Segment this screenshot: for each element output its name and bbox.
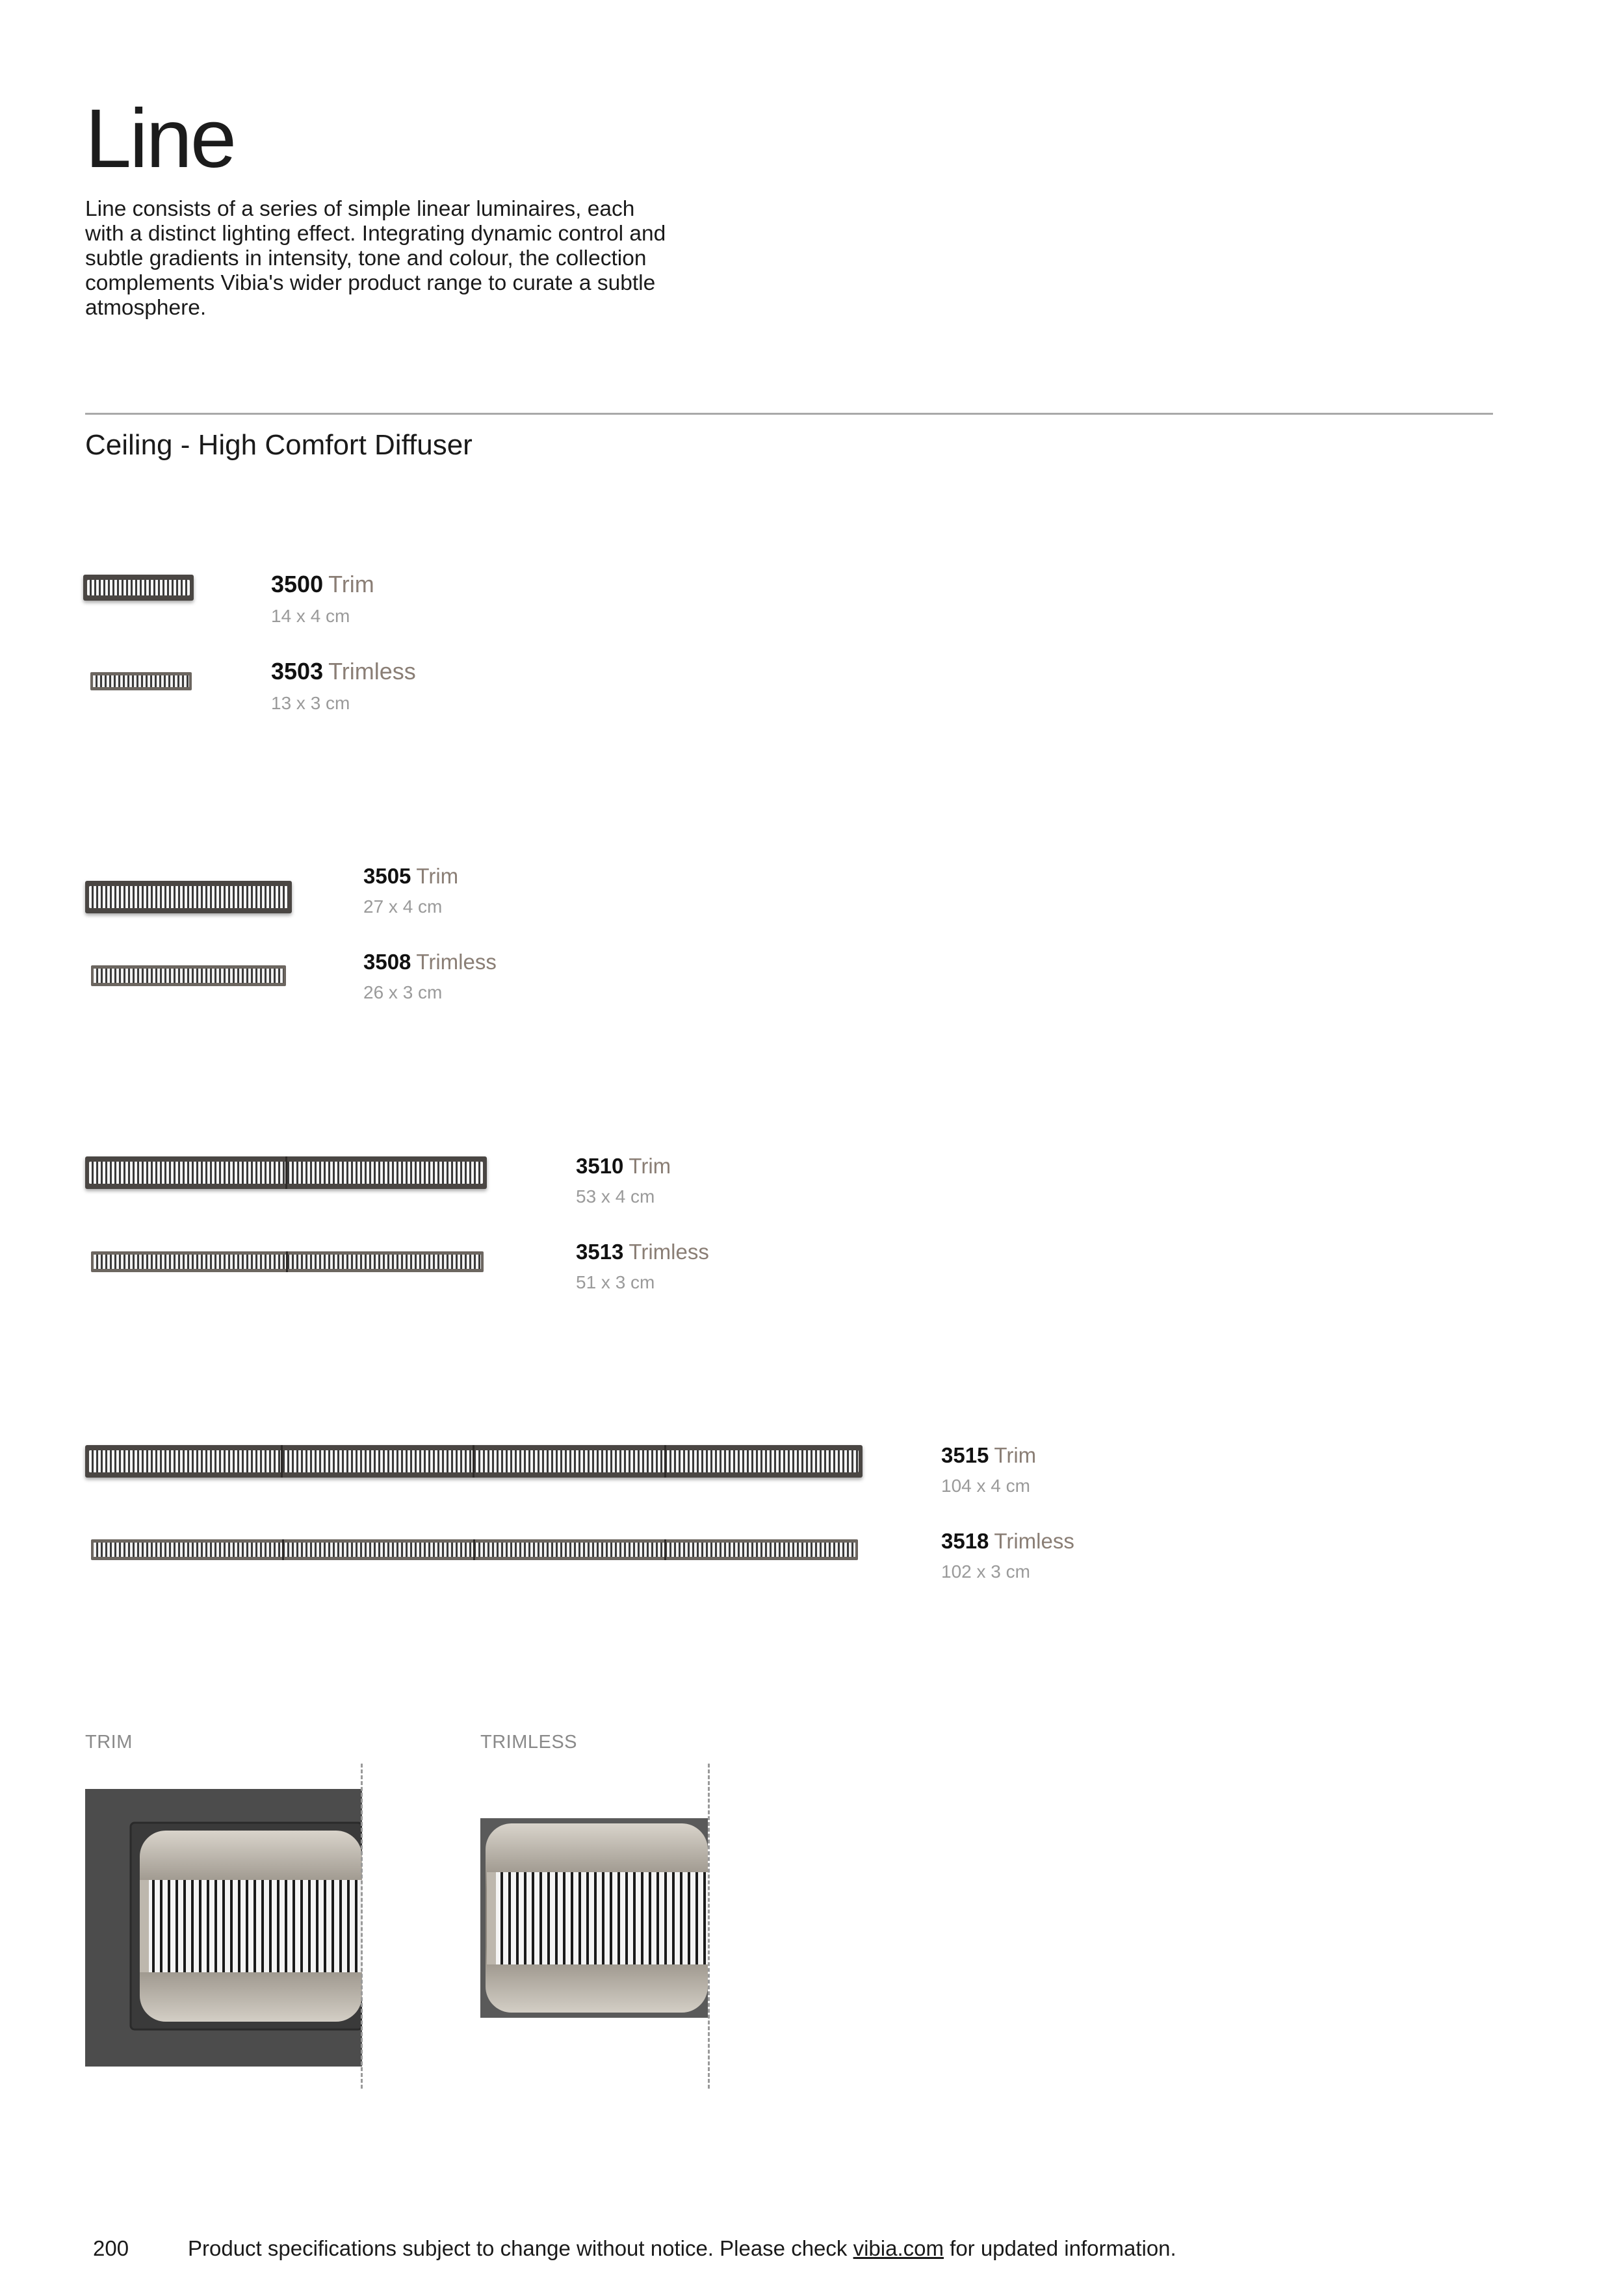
product-dimensions: 26 x 3 cm [363, 982, 443, 1002]
product-3508 [363, 950, 497, 1003]
product-type: Trimless [994, 1529, 1074, 1553]
product-code: 3500 [271, 571, 324, 597]
product-code: 3510 [576, 1154, 624, 1178]
product-code: 3508 [363, 950, 411, 974]
fixture-3503-trimless [90, 672, 192, 690]
product-dimensions: 104 x 4 cm [941, 1476, 1030, 1496]
trimless-detail-illustration [480, 1818, 708, 2018]
product-3513 [576, 1240, 709, 1293]
vibia-link[interactable]: vibia.com [853, 2236, 944, 2260]
fixture-3500-trim [83, 575, 194, 601]
product-type: Trimless [629, 1240, 709, 1264]
section-title: Ceiling - High Comfort Diffuser [85, 429, 473, 461]
product-code: 3503 [271, 658, 324, 685]
product-3500 [271, 571, 374, 627]
footer-notice-text: Product specifications subject to change without notice. Please check [188, 2236, 853, 2260]
footer-notice-text-end: for updated information. [943, 2236, 1176, 2260]
product-code: 3505 [363, 864, 411, 888]
product-dimensions: 27 x 4 cm [363, 896, 443, 917]
product-dimensions: 51 x 3 cm [576, 1272, 655, 1292]
product-dimensions: 13 x 3 cm [271, 693, 350, 713]
trim-cut-line [361, 1764, 363, 2089]
product-3510 [576, 1154, 671, 1207]
trimless-cut-line [708, 1764, 710, 2089]
intro-paragraph: Line consists of a series of simple linear luminaires, each with a distinct lighting effect. Integrating dynamic control and subtle gradients in intensity, tone and colour, the collection complements Vibia's wider product range to curate a subtle atmosphere. [85, 197, 666, 320]
product-3503 [271, 658, 416, 714]
fixture-3515-trim [85, 1445, 863, 1478]
product-dimensions: 14 x 4 cm [271, 606, 350, 626]
page-number: 200 [93, 2236, 129, 2260]
product-code: 3515 [941, 1443, 989, 1467]
fixture-3510-trim [85, 1156, 487, 1189]
product-type: Trimless [416, 950, 497, 974]
product-3518 [941, 1529, 1074, 1582]
product-3515 [941, 1443, 1036, 1496]
product-type: Trim [328, 571, 374, 597]
fixture-3505-trim [85, 881, 292, 913]
product-type: Trim [629, 1154, 671, 1178]
product-dimensions: 53 x 4 cm [576, 1186, 655, 1207]
product-code: 3518 [941, 1529, 989, 1553]
product-type: Trimless [328, 658, 416, 685]
footer-notice [188, 2236, 1176, 2261]
product-type: Trim [416, 864, 459, 888]
section-divider [85, 413, 1493, 415]
trimless-detail-label: TRIMLESS [480, 1732, 578, 1753]
product-type: Trim [994, 1443, 1037, 1467]
product-code: 3513 [576, 1240, 624, 1264]
product-dimensions: 102 x 3 cm [941, 1561, 1030, 1582]
fixture-3518-trimless [91, 1539, 858, 1560]
fixture-3513-trimless [91, 1251, 484, 1272]
trim-detail-label: TRIM [85, 1732, 133, 1753]
trim-detail-illustration [85, 1789, 362, 2067]
page-title: Line [85, 92, 235, 185]
product-3505 [363, 864, 458, 917]
fixture-3508-trimless [91, 965, 286, 986]
